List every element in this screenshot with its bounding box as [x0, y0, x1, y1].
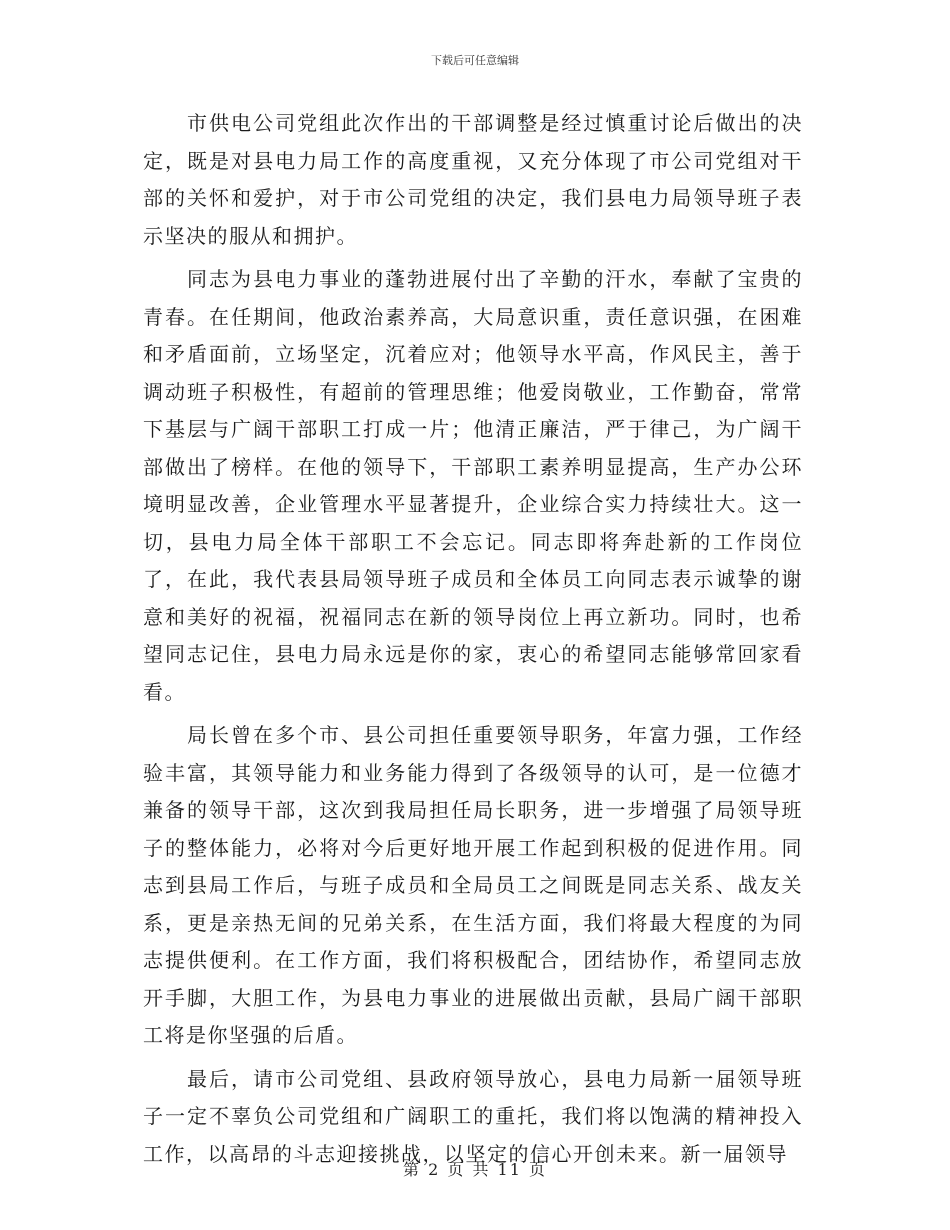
paragraph: 市供电公司党组此次作出的干部调整是经过慎重讨论后做出的决定，既是对县电力局工作的高度重视，又充分体现了市公司党组对干部的关怀和爱护，对于市公司党组的决定，我们县电力局领导班子表示坚决的服从和拥护。 — [143, 111, 803, 248]
document-body — [143, 105, 803, 1179]
page-header: 下载后可任意编辑 — [431, 54, 519, 67]
paragraph: 最后，请市公司党组、县政府领导放心，县电力局新一届领导班子一定不辜负公司党组和广阔职工的重托，我们将以饱满的精神投入工作，以高昂的斗志迎接挑战，以坚定的信心开创未来。新一届领导 — [143, 1066, 803, 1166]
paragraph: 同志为县电力事业的蓬勃进展付出了辛勤的汗水，奉献了宝贵的青春。在任期间，他政治素养高，大局意识重，责任意识强，在困难和矛盾面前，立场坚定，沉着应对；他领导水平高，作风民主，善于调动班子积极性，有超前的管理思维；他爱岗敬业，工作勤奋，常常下基层与广阔干部职工打成一片；他清正廉洁，严于律己，为广阔干部做出了榜样。在他的领导下，干部职工素养明显提高，生产办公环境明显改善，企业管理水平显著提升，企业综合实力持续壮大。这一切，县电力局全体干部职工不会忘记。同志即将奔赴新的工作岗位了，在此，我代表县局领导班子成员和全体员工向同志表示诚挚的谢意和美好的祝福，祝福同志在新的领导岗位上再立新功。同时，也希望同志记住，县电力局永远是你的家，衷心的希望同志能够常回家看看。 — [143, 267, 803, 704]
page-footer: 第 2 页 共 11 页 — [403, 1160, 547, 1179]
paragraph: 局长曾在多个市、县公司担任重要领导职务，年富力强，工作经验丰富，其领导能力和业务能力得到了各级领导的认可，是一位德才兼备的领导干部，这次到我局担任局长职务，进一步增强了局领导班子的整体能力，必将对今后更好地开展工作起到积极的促进作用。同志到县局工作后，与班子成员和全局员工之间既是同志关系、战友关系，更是亲热无间的兄弟关系，在生活方面，我们将最大程度的为同志提供便利。在工作方面，我们将积极配合，团结协作，希望同志放开手脚，大胆工作，为县电力事业的进展做出贡献，县局广阔干部职工将是你坚强的后盾。 — [143, 723, 803, 1047]
